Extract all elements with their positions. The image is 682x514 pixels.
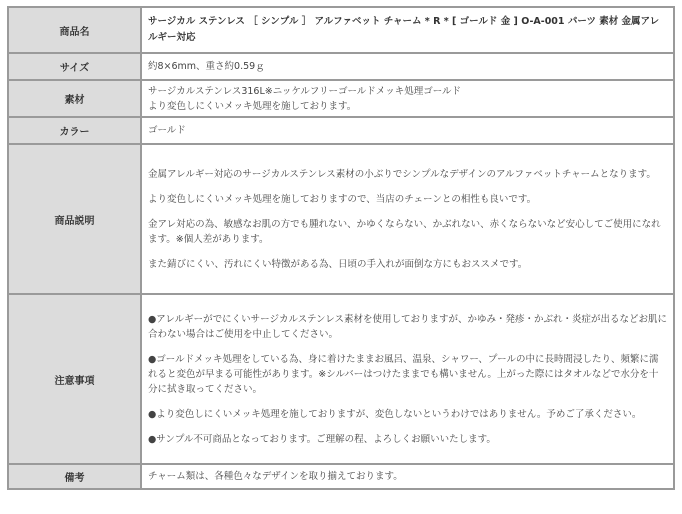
label-material: 素材 [9, 81, 140, 116]
label-description: 商品説明 [9, 145, 140, 293]
row-remarks [9, 465, 673, 488]
value-remarks: チャーム類は、各種色々なデザインを取り揃えております。 [142, 465, 673, 488]
row-size [9, 54, 673, 79]
value-color: ゴールド [142, 118, 673, 143]
value-product-name: サージカル ステンレス ［ シンプル ］ アルファベット チャーム * R * [ ゴールド 金 ] O-A-001 パーツ 素材 金属アレルギー対応 [142, 8, 673, 52]
notes-paragraph: ●アレルギーがでにくいサージカルステンレス素材を使用しておりますが、かゆみ・発疹・かぶれ・炎症が出るなどお肌に合わない場合はご使用を中止してください。 [148, 313, 668, 340]
product-spec-container [7, 6, 675, 490]
label-remarks: 備考 [9, 465, 140, 488]
label-color: カラー [9, 118, 140, 143]
description-paragraph: また錆びにくい、汚れにくい特徴がある為、日頃の手入れが面倒な方にもおススメです。 [148, 258, 528, 270]
material-line: サージカルステンレス316L※ニッケルフリーゴールドメッキ処理ゴールド [148, 85, 462, 97]
row-color [9, 118, 673, 143]
product-spec-table [7, 6, 675, 490]
value-material [142, 81, 673, 116]
row-notes [9, 295, 673, 463]
value-size: 約8×6mm、重さ約0.59ｇ [142, 54, 673, 79]
value-description [142, 145, 673, 293]
description-paragraph: より変色しにくいメッキ処理を施しておりますので、当店のチェーンとの相性も良いです。 [148, 193, 537, 205]
row-product-name [9, 8, 673, 52]
value-notes [142, 295, 673, 463]
label-notes: 注意事項 [9, 295, 140, 463]
material-line: より変色しにくいメッキ処理を施しております。 [148, 100, 357, 112]
description-paragraph: 金アレ対応の為、敏感なお肌の方でも腫れない、かゆくならない、かぶれない、赤くならないなど安心してご使用になれます。※個人差があります。 [148, 218, 661, 245]
row-material [9, 81, 673, 116]
label-product-name: 商品名 [9, 8, 140, 52]
row-description [9, 145, 673, 293]
notes-paragraph: ●サンプル不可商品となっております。ご理解の程、よろしくお願いいたします。 [148, 433, 496, 445]
notes-paragraph: ●ゴールドメッキ処理をしている為、身に着けたままお風呂、温泉、シャワー、プールの中に長時間浸したり、頻繁に濡れると変色が早まる可能性があります。※シルバーはつけたままでも構いません。上がった際にはタオルなどで水分を十分に拭き取ってください。 [148, 353, 659, 395]
notes-paragraph: ●より変色しにくいメッキ処理を施しておりますが、変色しないというわけではありません。予めご了承ください。 [148, 408, 642, 420]
label-size: サイズ [9, 54, 140, 79]
description-paragraph: 金属アレルギー対応のサージカルステンレス素材の小ぶりでシンプルなデザインのアルファベットチャームとなります。 [148, 168, 656, 180]
